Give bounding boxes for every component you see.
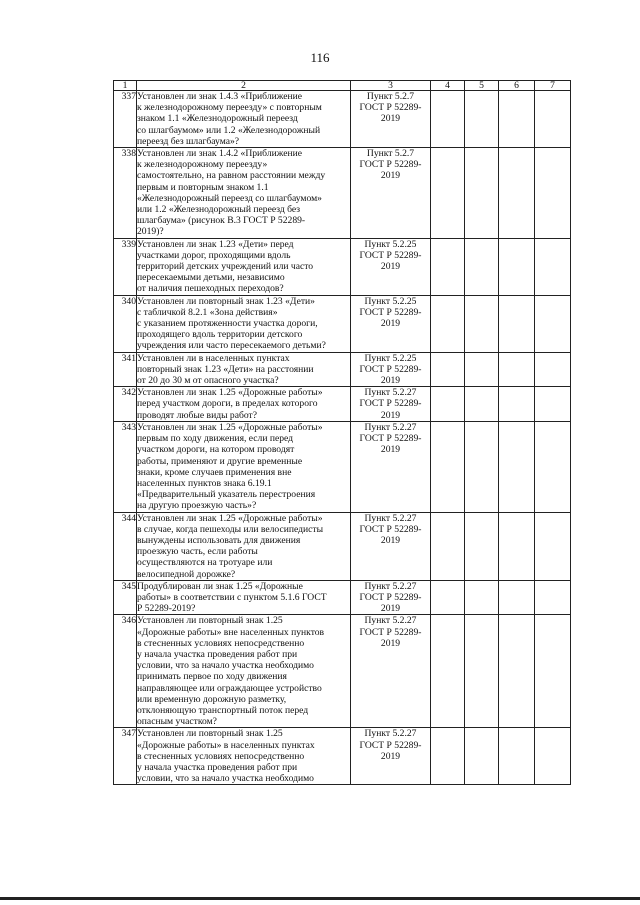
empty-cell-col-7 <box>535 421 571 512</box>
reference-line: ГОСТ Р 52289- <box>359 398 422 410</box>
column-header: 6 <box>499 81 535 91</box>
question-line: 2019)? <box>137 226 164 238</box>
reference-line: Пункт 5.2.7 <box>366 91 415 102</box>
row-number: 340 <box>114 295 137 352</box>
question-line: Установлен ли знак 1.4.3 «Приближение <box>137 91 303 102</box>
empty-cell-col-7 <box>535 387 571 422</box>
standard-reference <box>351 387 431 422</box>
question-text <box>137 352 351 387</box>
empty-cell-col-4 <box>431 387 465 422</box>
empty-cell-col-7 <box>535 512 571 580</box>
reference-line: 2019 <box>380 603 401 615</box>
column-header: 2 <box>137 81 351 91</box>
empty-cell-col-4 <box>431 238 465 295</box>
question-line: с указанием протяженности участка дороги, <box>137 318 318 330</box>
table-row <box>114 352 571 387</box>
question-line: повторный знак 1.23 «Дети» на расстоянии <box>137 363 314 375</box>
reference-line: Пункт 5.2.25 <box>364 295 417 307</box>
question-line: Установлен ли знак 1.25 «Дорожные работы» <box>137 387 323 399</box>
question-line: или 1.2 «Железнодорожный переезд без <box>137 204 301 216</box>
question-line: в стесненных условиях непосредственно <box>137 750 305 762</box>
empty-cell-col-6 <box>499 148 535 239</box>
question-line: отклоняющую транспортный поток перед <box>137 704 309 716</box>
reference-line: Пункт 5.2.27 <box>364 615 417 627</box>
question-line: Установлен ли повторный знак 1.25 <box>137 728 283 740</box>
empty-cell-col-7 <box>535 352 571 387</box>
reference-line: 2019 <box>380 409 401 421</box>
empty-cell-col-6 <box>499 421 535 512</box>
empty-cell-col-6 <box>499 295 535 352</box>
empty-cell-col-4 <box>431 512 465 580</box>
question-line: проводят любые виды работ? <box>137 409 257 421</box>
question-line: Р 52289-2019? <box>137 603 196 615</box>
question-line: «Железнодорожный переезд со шлагбаумом» <box>137 192 322 204</box>
empty-cell-col-5 <box>465 728 499 785</box>
row-number: 341 <box>114 352 137 387</box>
empty-cell-col-4 <box>431 580 465 615</box>
reference-line: 2019 <box>380 318 401 330</box>
table-row <box>114 148 571 239</box>
question-line: от наличия пешеходных переходов? <box>137 283 284 295</box>
question-line: в стесненных условиях непосредственно <box>137 637 305 649</box>
question-line: Установлен ли знак 1.23 «Дети» перед <box>137 238 294 250</box>
standard-reference <box>351 238 431 295</box>
question-line: у начала участка проведения работ при <box>137 648 298 660</box>
question-text <box>137 580 351 615</box>
reference-line: 2019 <box>380 113 401 125</box>
empty-cell-col-4 <box>431 91 465 148</box>
standard-reference <box>351 91 431 148</box>
question-text <box>137 512 351 580</box>
question-line: работы» в соответствии с пунктом 5.1.6 ГОСТ <box>137 591 327 603</box>
empty-cell-col-7 <box>535 728 571 785</box>
question-line: «Предварительный указатель перестроения <box>137 489 316 501</box>
question-line: Продублирован ли знак 1.25 «Дорожные <box>137 580 303 592</box>
reference-line: ГОСТ Р 52289- <box>359 739 422 751</box>
column-header: 4 <box>431 81 465 91</box>
reference-line: ГОСТ Р 52289- <box>359 523 422 535</box>
empty-cell-col-6 <box>499 728 535 785</box>
empty-cell-col-4 <box>431 148 465 239</box>
reference-line: ГОСТ Р 52289- <box>359 363 422 375</box>
question-line: или временную дорожную разметку, <box>137 693 287 705</box>
empty-cell-col-6 <box>499 91 535 148</box>
page-number: 116 <box>310 50 330 65</box>
table-row <box>114 238 571 295</box>
question-line: территорий детских учреждений или часто <box>137 261 314 273</box>
standard-reference <box>351 728 431 785</box>
row-number: 347 <box>114 728 137 785</box>
standard-reference <box>351 148 431 239</box>
empty-cell-col-6 <box>499 387 535 422</box>
empty-cell-col-7 <box>535 91 571 148</box>
question-line: с табличкой 8.2.1 «Зона действия» <box>137 306 278 318</box>
standard-reference <box>351 421 431 512</box>
question-line: «Дорожные работы» вне населенных пунктов <box>137 626 325 638</box>
reference-line: Пункт 5.2.27 <box>364 580 417 592</box>
empty-cell-col-7 <box>535 148 571 239</box>
question-line: проезжую часть, если работы <box>137 546 258 558</box>
reference-line: 2019 <box>380 444 401 456</box>
reference-line: ГОСТ Р 52289- <box>359 591 422 603</box>
reference-line: ГОСТ Р 52289- <box>359 306 422 318</box>
question-line: первым и повторным знаком 1.1 <box>137 181 269 193</box>
question-line: пересекаемыми детьми, независимо <box>137 272 285 284</box>
question-text <box>137 387 351 422</box>
question-line: перед участком дороги, в пределах которого <box>137 398 318 410</box>
standard-reference <box>351 295 431 352</box>
question-line: на другую проезжую часть»? <box>137 500 257 512</box>
question-line: к железнодорожному переезду» с повторным <box>137 102 322 114</box>
reference-line: Пункт 5.2.25 <box>364 238 417 250</box>
column-header: 7 <box>535 81 571 91</box>
reference-line: 2019 <box>380 170 401 182</box>
row-number: 346 <box>114 615 137 728</box>
reference-line: ГОСТ Р 52289- <box>359 159 422 171</box>
question-line: работы, применяют и другие временные <box>137 455 303 467</box>
table-row <box>114 387 571 422</box>
empty-cell-col-6 <box>499 238 535 295</box>
reference-line: ГОСТ Р 52289- <box>359 433 422 445</box>
row-number: 342 <box>114 387 137 422</box>
reference-line: Пункт 5.2.25 <box>364 352 417 364</box>
standard-reference <box>351 512 431 580</box>
table-row <box>114 421 571 512</box>
reference-line: 2019 <box>380 261 401 273</box>
question-line: от 20 до 30 м от опасного участка? <box>137 375 279 387</box>
question-line: у начала участка проведения работ при <box>137 761 298 773</box>
question-line: направляющее или ограждающее устройство <box>137 682 322 694</box>
question-line: к железнодорожному переезду» <box>137 159 268 171</box>
reference-line: 2019 <box>380 375 401 387</box>
question-line: в случае, когда пешеходы или велосипедисты <box>137 523 324 535</box>
question-line: Установлен ли знак 1.4.2 «Приближение <box>137 148 303 160</box>
empty-cell-col-5 <box>465 238 499 295</box>
question-line: велосипедной дорожке? <box>137 568 236 580</box>
standard-reference <box>351 352 431 387</box>
checklist-table <box>113 80 571 785</box>
question-line: учреждения или часто пересекаемого детьми? <box>137 340 326 352</box>
table-header-row <box>114 81 571 91</box>
row-number: 338 <box>114 148 137 239</box>
row-number: 343 <box>114 421 137 512</box>
row-number: 339 <box>114 238 137 295</box>
empty-cell-col-5 <box>465 148 499 239</box>
reference-line: ГОСТ Р 52289- <box>359 249 422 261</box>
table-row <box>114 615 571 728</box>
empty-cell-col-7 <box>535 295 571 352</box>
empty-cell-col-5 <box>465 421 499 512</box>
empty-cell-col-5 <box>465 91 499 148</box>
question-line: осуществляются на тротуаре или <box>137 557 273 569</box>
empty-cell-col-4 <box>431 615 465 728</box>
question-line: Установлен ли повторный знак 1.25 <box>137 615 283 627</box>
question-line: знаки, кроме случаев применения вне <box>137 466 292 478</box>
table-row <box>114 580 571 615</box>
question-text <box>137 295 351 352</box>
question-line: переезд без шлагбаума»? <box>137 135 240 147</box>
reference-line: Пункт 5.2.27 <box>364 728 417 740</box>
empty-cell-col-7 <box>535 615 571 728</box>
empty-cell-col-5 <box>465 352 499 387</box>
question-line: Установлен ли повторный знак 1.23 «Дети» <box>137 295 315 307</box>
question-line: первым по ходу движения, если перед <box>137 433 294 445</box>
question-line: со шлагбаумом» или 1.2 «Железнодорожный <box>137 124 321 136</box>
reference-line: Пункт 5.2.27 <box>364 387 417 399</box>
question-line: самостоятельно, на равном расстоянии между <box>137 170 326 182</box>
question-line: опасным участком? <box>137 716 217 728</box>
empty-cell-col-5 <box>465 615 499 728</box>
empty-cell-col-6 <box>499 512 535 580</box>
question-line: условии, что за начало участка необходимо <box>137 773 314 785</box>
empty-cell-col-6 <box>499 580 535 615</box>
question-line: проходящего вдоль территории детского <box>137 329 303 341</box>
table-row <box>114 512 571 580</box>
empty-cell-col-7 <box>535 238 571 295</box>
reference-line: ГОСТ Р 52289- <box>359 102 422 114</box>
empty-cell-col-4 <box>431 352 465 387</box>
question-text <box>137 148 351 239</box>
empty-cell-col-6 <box>499 352 535 387</box>
empty-cell-col-4 <box>431 295 465 352</box>
empty-cell-col-5 <box>465 295 499 352</box>
reference-line: 2019 <box>380 750 401 762</box>
question-line: шлагбаума» (рисунок В.3 ГОСТ Р 52289- <box>137 215 306 227</box>
row-number: 344 <box>114 512 137 580</box>
empty-cell-col-6 <box>499 615 535 728</box>
reference-line: ГОСТ Р 52289- <box>359 626 422 638</box>
question-text <box>137 615 351 728</box>
reference-line: Пункт 5.2.27 <box>364 512 417 524</box>
reference-line: 2019 <box>380 534 401 546</box>
column-header: 3 <box>351 81 431 91</box>
row-number: 345 <box>114 580 137 615</box>
standard-reference <box>351 615 431 728</box>
table-row <box>114 91 571 148</box>
question-line: Установлен ли в населенных пунктах <box>137 352 290 364</box>
question-line: принимать первое по ходу движения <box>137 671 287 683</box>
question-line: участками дорог, проходящими вдоль <box>137 249 291 261</box>
empty-cell-col-7 <box>535 580 571 615</box>
question-line: участком дороги, на котором проводят <box>137 444 295 456</box>
question-text <box>137 238 351 295</box>
reference-line: Пункт 5.2.7 <box>366 148 415 160</box>
question-line: Установлен ли знак 1.25 «Дорожные работы» <box>137 421 323 433</box>
reference-line: 2019 <box>380 637 401 649</box>
empty-cell-col-5 <box>465 512 499 580</box>
column-header: 1 <box>114 81 137 91</box>
question-line: «Дорожные работы» в населенных пунктах <box>137 739 315 751</box>
page-bottom-edge <box>0 897 640 900</box>
question-text <box>137 421 351 512</box>
question-line: Установлен ли знак 1.25 «Дорожные работы» <box>137 512 323 524</box>
standard-reference <box>351 580 431 615</box>
empty-cell-col-4 <box>431 728 465 785</box>
question-line: условии, что за начало участка необходимо <box>137 660 314 672</box>
table-row <box>114 728 571 785</box>
table-row <box>114 295 571 352</box>
reference-line: Пункт 5.2.27 <box>364 421 417 433</box>
empty-cell-col-5 <box>465 580 499 615</box>
question-line: вынуждены использовать для движения <box>137 534 301 546</box>
question-line: населенных пунктов знака 6.19.1 <box>137 477 272 489</box>
question-text <box>137 728 351 785</box>
column-header: 5 <box>465 81 499 91</box>
row-number: 337 <box>114 91 137 148</box>
question-text <box>137 91 351 148</box>
empty-cell-col-4 <box>431 421 465 512</box>
question-line: знаком 1.1 «Железнодорожный переезд <box>137 113 298 125</box>
empty-cell-col-5 <box>465 387 499 422</box>
